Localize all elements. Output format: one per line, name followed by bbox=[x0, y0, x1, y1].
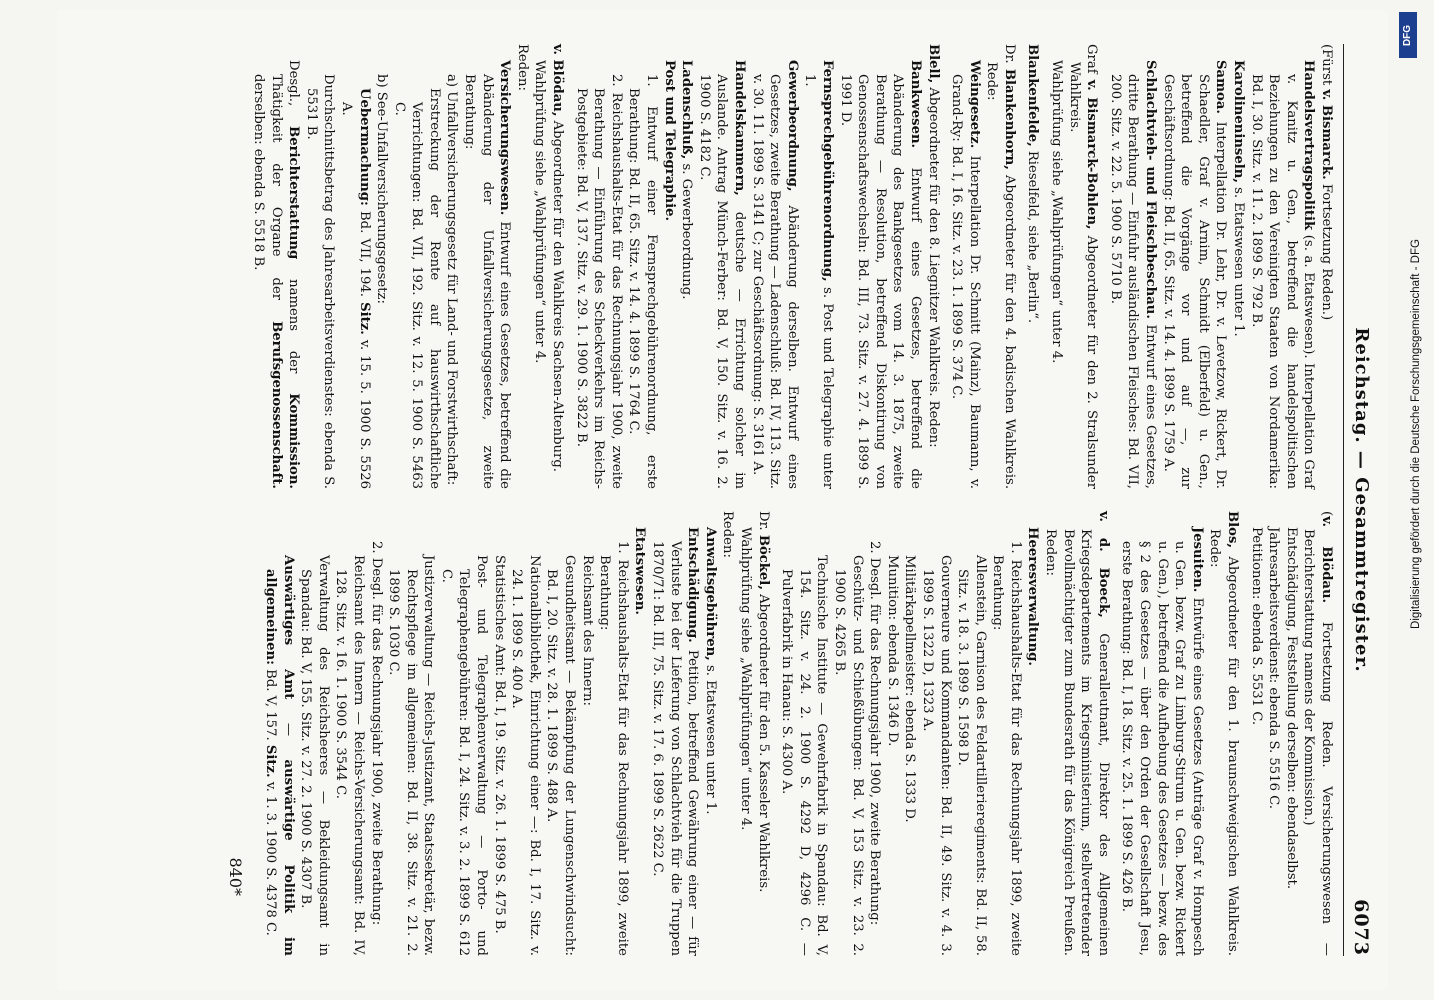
register-entry: Wahlprüfung siehe „Wahlprüfungen“ unter 4. bbox=[738, 527, 753, 831]
register-entry: 2. Desgl. für das Rechnungsjahr 1900, zweite Berathung: bbox=[867, 541, 883, 926]
register-entry: Handelskammern, deutsche — Errichtung solcher im Auslande. Antrag Münch-Ferber: Bd. V, 150. Sitz. v. 16. 2. 1900 S. 4182 C. bbox=[696, 60, 747, 489]
register-entry: Reichsamt des Innern — Reichs-Versicherungsamt: Bd. IV, 128. Sitz. v. 16. 1. 1900 S. 3544 C. bbox=[333, 555, 366, 956]
register-entry: Allenstein, Garnison des Feldartillerieregiments: Bd. II, 58. Sitz. v. 18. 3. 1899 S. 1598 D. bbox=[955, 555, 988, 956]
register-entry: Entschädigung, Feststellung derselben: ebendaselbst. bbox=[1283, 527, 1299, 890]
register-entry: Blos, Abgeordneter für den 1. braunschweigischen Wahlkreis. Rede: bbox=[1207, 511, 1241, 956]
register-entry: 1. Entwurf einer Fernsprechgebührenordnung, erste Berathung: Bd. II, 65. Sitz. v. 14. 4. 1899 S. 1764 C. bbox=[626, 74, 660, 489]
register-page bbox=[58, 10, 1388, 990]
register-entry: Handelsvertragspolitik (s. a. Etatswesen). Interpellation Graf v. Kanitz u. Gen., betreffend die handelspolitischen Beziehungen zu den Vereinigten Staaten von Nordamerika: Bd. I, 30. Sitz. v. 11. 2. 1899 S. 792 B. bbox=[1248, 60, 1317, 489]
register-entry: Samoa. Interpellation Dr. Lehr, Dr. v. Levetzow, Rickert, Dr. Schaedler, Graf v. Arnim, Schmidt (Elberfeld) u. Gen., betreffend die Vorgänge vor und auf —, zur Geschäftsordnung: Bd. II, 65. Sitz. v. 14. 4. 1899 S. 1759 A. bbox=[1160, 60, 1229, 489]
register-entry: Karolineninseln, s. Etatswesen unter 1. bbox=[1231, 60, 1247, 337]
register-entry: Post- und Telegraphenverwaltung — Porto- und Telegraphengebühren: Bd. I, 24. Sitz. v. 3. 2. 1899 S. 612 C. bbox=[438, 555, 490, 956]
register-entry: Durchschnittsbetrag des Jahresarbeitsverdienstes: ebenda S. 5531 B. bbox=[303, 74, 337, 489]
register-entry: 2. Desgl. für das Rechnungsjahr 1900, zweite Berathung: bbox=[368, 541, 384, 926]
register-entry: Ladenschluß, s. Gewerbeordnung. bbox=[679, 60, 695, 300]
register-entry: Graf v. Bismarck-Bohlen, Abgeordneter für den 2. Stralsunder Wahlkreis. bbox=[1066, 44, 1100, 489]
digitization-note: Digitalisierung gefördert durch die Deutsche Forschungsgemeinschaft - DFG bbox=[1410, 239, 1422, 629]
register-entry: b) See-Unfallversicherungsgesetz: bbox=[374, 74, 390, 304]
register-entry: Post und Telegraphie. bbox=[661, 60, 677, 222]
register-entry: Reichsamt des Innern: bbox=[579, 555, 595, 706]
register-entry: (v. Blödau. Fortsetzung Reden. Versicherungswesen — Berichterstattung namens der Kommission.) bbox=[1301, 511, 1334, 956]
register-entry: Etatswesen. bbox=[632, 527, 648, 615]
register-entry: 1. Reichshaushalts-Etat für das Rechnungsjahr 1899, zweite Berathung: bbox=[990, 541, 1023, 956]
digitization-footer bbox=[1396, 8, 1422, 992]
signature-mark: 840* bbox=[226, 857, 246, 896]
register-entry: Versicherungswesen. Entwurf eines Gesetzes, betreffend die Abänderung der Unfallversicherungsgesetze, zweite Berathung: bbox=[462, 60, 513, 489]
register-entry: 1. Reichshaushalts-Etat für das Rechnungsjahr 1899, zweite Berathung: bbox=[597, 541, 630, 956]
register-entry: Justizverwaltung — Reichs-Justizamt, Staatssekretär, bezw. Rechtspflege im allgemeinen: Bd. II, 38. Sitz. v. 21. 2. 1899 S. 1030 C. bbox=[386, 555, 437, 956]
left-column bbox=[249, 44, 1335, 489]
register-entry: Blankenfelde, Rieselfeld, siehe „Berlin“. bbox=[1025, 44, 1041, 324]
register-entry: Dr. Böckel, Abgeordneter für den 5. Kasseler Wahlkreis. bbox=[755, 511, 771, 893]
register-entry: Entschädigung. Petition, betreffend Gewährung einer — für Verluste bei der Lieferung von Schlachtvieh für die Truppen 1870/71: Bd. III, 75. Sitz. v. 17. 6. 1899 S. 2622 C. bbox=[650, 527, 701, 956]
register-entry: Technische Institute — Gewehrfabrik in Spandau: Bd. V, 154. Sitz. v. 24. 2. 1900 S. 4292 D, 4296 C. — Pulverfabrik in Hanau: S. 4300 A. bbox=[779, 555, 830, 956]
register-entry: Militärkapellmeister: ebenda S. 1333 D. bbox=[902, 555, 918, 823]
register-entry: v. d. Boeck, Generalleutnant, Direktor des Allgemeinen Kriegsdepartements im Kriegsministerium, stellvertretender Bevollmächtigter zum Bundesrath für das Königreich Preußen. Reden: bbox=[1043, 511, 1111, 956]
register-entry: Heeresverwaltung. bbox=[1025, 527, 1041, 666]
page-number: 6073 bbox=[1350, 899, 1372, 956]
register-entry: Bankwesen. Entwurf eines Gesetzes, betreffend die Abänderung des Bankgesetzes vom 14. 3. 1875, zweite Berathung — Resolution, betreffend Diskontirung von Genossenschaftswechseln: Bd. III, 73. Sitz. v. 27. 4. 1899 S. 1991 D. bbox=[837, 60, 923, 489]
register-entry: Jesuiten. Entwürfe eines Gesetzes (Anträge Graf v. Hompesch u. Gen. bezw. Graf zu Limburg-Stirum u. Gen. bezw. Rickert u. Gen.), betreffend die Aufhebung des Gesetzes — bezw. des § 2 des Gesetzes — über den Orden der Gesellschaft Jesu, erste Berathung: Bd. I, 18. Sitz. v. 25. 1. 1899 S. 426 B. bbox=[1119, 527, 1205, 956]
register-entry: 2. Reichshaushalts-Etat für das Rechnungsjahr 1900, zweite Berathung — Einführung des Scheckverkehrs im Reichs-Postgebiete: Bd. V, 137. Sitz. v. 29. 1. 1900 S. 3822 B. bbox=[573, 74, 624, 489]
register-entry: Munition: ebenda S. 1346 D. bbox=[884, 555, 900, 747]
register-entry: v. Blödau, Abgeordneter für den Wahlkreis Sachsen-Altenburg. bbox=[550, 44, 566, 472]
register-entry: Erstreckung der Rente auf hauswirthschaftliche Verrichtungen: Bd. VII, 192. Sitz. v. 12. 5. 1900 S. 5463 C. bbox=[391, 88, 442, 489]
register-entry: a) Unfallversicherungsgesetz für Land- und Forstwirthschaft: bbox=[444, 74, 460, 486]
register-entry: Verwaltung des Reichsheeres — Bekleidungsamt in Spandau: Bd. V, 155. Sitz. v. 27. 2. 1900 S. 4307 B. bbox=[298, 555, 331, 956]
register-entry: Geschütz- und Schießübungen: Bd. V, 153 Sitz. v. 23. 2. 1900 S. 4265 B. bbox=[831, 555, 865, 956]
register-entry: Wahlprüfung siehe „Wahlprüfungen“ unter 4. bbox=[532, 60, 548, 364]
register-entry: Fernsprechgebührenordnung, s. Post und Telegraphie unter 1. bbox=[802, 60, 835, 489]
register-entry: Weingesetz. Interpellation Dr. Schmitt (Mainz), Baumann, v. Grand-Ry: Bd. I, 16. Sitz. v. 23. 1. 1899 S. 374 C. bbox=[949, 60, 982, 489]
register-entry: Statistisches Amt: Bd. I, 19. Sitz. v. 26. 1. 1899 S. 475 B. bbox=[491, 555, 507, 934]
register-entry: Jahresarbeitsverdienst: ebenda S. 5516 C. bbox=[1266, 527, 1282, 809]
register-entry: (Fürst v. Bismarck. Fortsetzung Reden.) bbox=[1319, 44, 1334, 321]
register-entry: Auswärtiges Amt — auswärtige Politik im allgemeinen: Bd. V, 157. Sitz. v. 1. 3. 1900 S. 4378 C. bbox=[262, 555, 296, 956]
register-entry: Gouverneure und Kommandanten: Bd. II, 49. Sitz. v. 4. 3. 1899 S. 1322 D, 1323 A. bbox=[919, 555, 953, 956]
register-entry: Dr. Blankenhorn, Abgeordneter für den 4. badischen Wahlkreis. Rede: bbox=[984, 44, 1017, 490]
page-title: Reichstag. — Gesammtregister. bbox=[1351, 327, 1372, 673]
register-entry: Uebermachung: Bd. VII, 194. Sitz. v. 15. 5. 1900 S. 5526 A. bbox=[338, 88, 372, 489]
register-entry: Gesundheitsamt — Bekämpfung der Lungenschwindsucht: Bd. I, 20. Sitz. v. 28. 1. 1899 S. 488 A. bbox=[544, 555, 578, 956]
register-entry: Desgl., Berichterstattung namens der Kommission. Thätigkeit der Organe der Berufsgenossenschaft. derselben: ebenda S. 5518 B. bbox=[250, 60, 302, 489]
register-entry: Blell, Abgeordneter für den 8. Liegnitzer Wahlkreis. Reden: bbox=[925, 44, 941, 448]
register-entry: Reden: bbox=[720, 511, 736, 558]
right-column bbox=[249, 511, 1335, 956]
register-entry: Nationalbibliothek, Einrichtung einer —: Bd. I, 17. Sitz. v. 24. 1. 1899 S. 400 A. bbox=[509, 555, 542, 956]
register-entry: Gewerbeordnung, Abänderung derselben. Entwurf eines Gesetzes, zweite Berathung — Ladenschluß: Bd. IV, 113. Sitz. v. 30. 11. 1899 S. 3141 C; zur Geschäftsordnung: S. 3161 A. bbox=[749, 60, 800, 489]
register-entry: Anwaltsgebühren, s. Etatswesen unter 1. bbox=[702, 527, 718, 815]
dfg-logo-text: DFG bbox=[1402, 24, 1414, 46]
register-entry: Petitionen: ebenda S. 5531 C. bbox=[1248, 527, 1264, 726]
page-header bbox=[1343, 44, 1374, 956]
register-entry: Reden: bbox=[514, 44, 530, 91]
register-entry: Wahlprüfung siehe „Wahlprüfungen“ unter 4. bbox=[1049, 60, 1065, 364]
register-entry: Schlachtvieh- und Fleischbeschau. Entwurf eines Gesetzes, dritte Berathung — Einfuhr ausländischen Fleisches: Bd. VII, 200. Sitz. v. 22. 5. 1900 S. 5710 B. bbox=[1107, 60, 1159, 489]
text-columns bbox=[249, 44, 1335, 956]
